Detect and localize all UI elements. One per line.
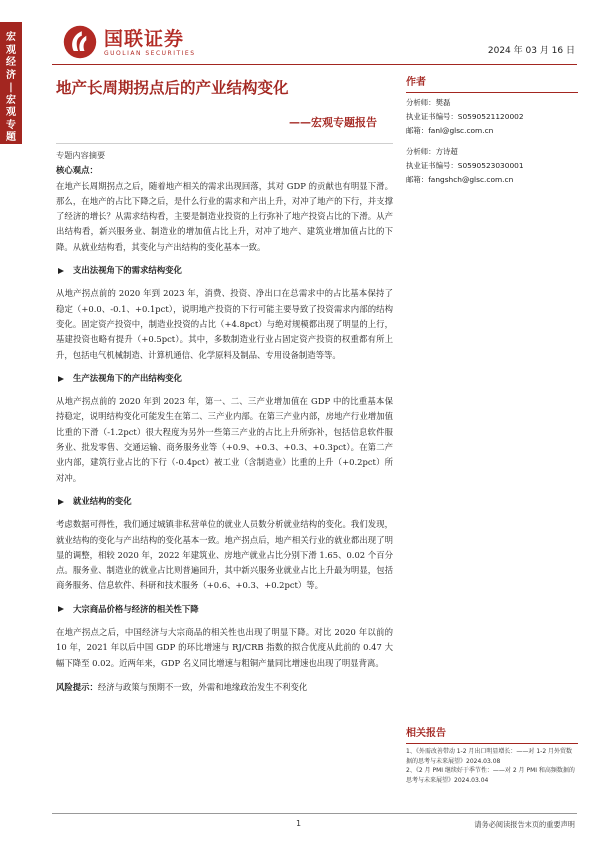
analyst-name: 樊磊	[435, 98, 451, 107]
section-output	[56, 371, 393, 486]
guolian-logo-icon	[62, 24, 98, 60]
related-report-item[interactable]: 2、《2 月 PMI 继续好于季节性：——对 2 月 PMI 和高频数据的思考与未来展望》2024.03.04	[406, 767, 575, 784]
bullet-arrow-icon	[58, 499, 64, 505]
section-commodities	[56, 602, 393, 671]
analyst-cert-number: S0590521120002	[457, 111, 524, 121]
section-heading: 支出法视角下的需求结构变化	[73, 265, 182, 276]
logo-english-name: GUOLIAN SECURITIES	[104, 49, 196, 57]
section-employment	[56, 494, 393, 594]
related-reports	[406, 727, 578, 785]
report-title: 地产长周期拐点后的产业结构变化	[56, 79, 289, 97]
logo-chinese-name: 国联证券	[104, 27, 185, 50]
section-text: 从地产拐点前的 2020 年到 2023 年，消费、投资、净出口在总需求中的占比基本保持了稳定（+0.0、-0.1、+0.1pct），说明地产投资的下行可能主要导致了投资需求内部的结构变化。固定资产投资中，制造业投资的占比（+4.8pct）与绝对规模都出现了明显的上行，基建投资也略有提升（+0.5pct）。其中，多数制造业行业占固定资产投资的权重都有所上升，包括电气机械制造、计算机通信、化学原料及制品、专用设备制造等等。	[56, 288, 393, 360]
page-number: 1	[296, 819, 302, 828]
core-viewpoint-text: 在地产长周期拐点之后，随着地产相关的需求出现回落，其对 GDP 的贡献也有明显下滑。那么，在地产的占比下降之后，是什么行业的需求和产出上升，对冲了地产的下行，并支撑了经济的增长？从需求结构看，主要是制造业投资的上行弥补了地产投资占比的下滑。从产出结构看，新兴服务业、制造业的增加值占比上升，对冲了地产、建筑业增加值占比的下降。从就业结构看，其变化与产出结构的变化基本一致。	[56, 180, 393, 252]
risk-text: 经济与政策与预期不一致，外需和地缘政治发生不利变化	[97, 681, 308, 692]
section-text: 考虑数据可得性，我们通过城镇非私营单位的就业人员数分析就业结构的变化。我们发现，就业结构的变化与产出结构的变化基本一致。地产拐点后，地产相关行业的就业都出现了明显的调整，相较 2020 年，2022 年建筑业、房地产就业占比分别下滑 1.65、0.02 个百分点。服务业、制造业的就业占比则普遍回升，其中新兴服务业就业占比上升最为明显，包括商务服务、信息软件、科研和技术服务（+0.6、+0.3、+0.2pct）等。	[56, 519, 393, 591]
summary-label: 专题内容摘要	[56, 150, 106, 160]
disclaimer-note: 请务必阅读报告末页的重要声明	[474, 820, 575, 829]
related-heading: 相关报告	[406, 728, 446, 739]
risk-warning	[56, 680, 393, 695]
risk-label: 风险提示：	[56, 681, 98, 692]
authors-heading: 作者	[406, 77, 426, 88]
bullet-arrow-icon	[58, 376, 64, 382]
footer-divider	[52, 813, 577, 814]
category-sidebar-text: 宏 观 经 济 | 宏 观 专 题	[6, 32, 16, 143]
report-subtitle: ——宏观专题报告	[289, 116, 377, 129]
report-date: 2024 年 03 月 16 日	[487, 46, 575, 56]
analyst-email[interactable]: fanl@glsc.com.cn	[428, 125, 494, 135]
analyst-name: 方诗超	[435, 147, 458, 157]
analyst-1: 分析师：樊磊 执业证书编号：S0590521120002 邮箱：fanl@glsc.com.cn	[406, 98, 524, 135]
section-text: 在地产拐点之后，中国经济与大宗商品的相关性也出现了明显下降。对比 2020 年以前的 10 年，2021 年以后中国 GDP 的环比增速与 RJ/CRB 指数的拟合优度从此前的 0.47 大幅下降至 0.02。近两年来，GDP 名义同比增速与粗铜产量同比增速也出现了明显背离。	[56, 627, 393, 668]
analyst-email[interactable]: fangshch@glsc.com.cn	[428, 174, 514, 184]
author-panel	[406, 76, 578, 187]
authors-divider	[406, 92, 578, 93]
analyst-cert-number: S0590523030001	[457, 161, 524, 171]
analyst-2: 分析师：方诗超 执业证书编号：S0590523030001 邮箱：fangshch@glsc.com.cn	[406, 147, 524, 184]
section-heading: 生产法视角下的产出结构变化	[73, 372, 182, 383]
related-report-item[interactable]: 1、《外需改善带动 1-2 月出口明显增长：——对 1-2 月外贸数据的思考与未来展望》2024.03.08	[406, 748, 573, 765]
related-divider	[406, 743, 578, 744]
section-heading: 大宗商品价格与经济的相关性下降	[73, 603, 199, 614]
company-logo	[62, 24, 196, 60]
core-viewpoint-label: 核心观点：	[56, 165, 98, 176]
main-divider	[56, 143, 393, 144]
bullet-arrow-icon	[58, 268, 64, 274]
section-heading: 就业结构的变化	[73, 495, 132, 506]
section-text: 从地产拐点前的 2020 年到 2023 年，第一、二、三产业增加值在 GDP 中的比重基本保持稳定，说明结构变化可能发生在第二、三产业内部。在第三产业内部，房地产行业增加值比重的下滑（-1.2pct）很大程度为另外一些第三产业的占比上升所弥补，包括信息软件服务业、批发零售、交通运输、商务服务业等（+0.9、+0.3、+0.3、+0.3pct）。在第二产业内部，建筑行业占比的下行（-0.4pct）被工业（含制造业）比重的上升（+0.2pct）所对冲。	[56, 396, 393, 483]
main-content	[56, 148, 393, 695]
header-divider	[52, 64, 577, 65]
section-demand	[56, 263, 393, 363]
bullet-arrow-icon	[58, 606, 64, 612]
